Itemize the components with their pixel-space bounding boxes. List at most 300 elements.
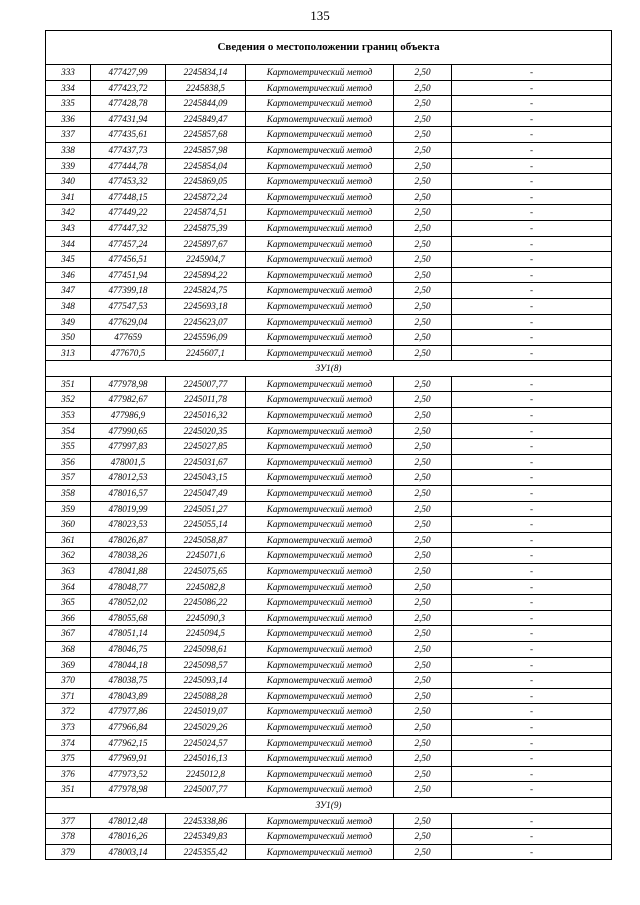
x-coordinate-cell: 477428,78 <box>91 96 166 112</box>
description-cell: - <box>452 704 612 720</box>
accuracy-cell: 2,50 <box>394 517 452 533</box>
x-coordinate-cell: 477451,94 <box>91 267 166 283</box>
description-cell: - <box>452 829 612 845</box>
accuracy-cell: 2,50 <box>394 220 452 236</box>
accuracy-cell: 2,50 <box>394 595 452 611</box>
x-coordinate-cell: 477969,91 <box>91 751 166 767</box>
x-coordinate-cell: 477399,18 <box>91 283 166 299</box>
method-cell: Картометрический метод <box>246 298 394 314</box>
accuracy-cell: 2,50 <box>394 205 452 221</box>
description-cell: - <box>452 454 612 470</box>
description-cell: - <box>452 564 612 580</box>
point-number-cell: 372 <box>46 704 91 720</box>
accuracy-cell: 2,50 <box>394 236 452 252</box>
method-cell: Картометрический метод <box>246 454 394 470</box>
accuracy-cell: 2,50 <box>394 813 452 829</box>
table-row <box>46 345 612 361</box>
accuracy-cell: 2,50 <box>394 844 452 860</box>
y-coordinate-cell: 2245693,18 <box>166 298 246 314</box>
x-coordinate-cell: 477449,22 <box>91 205 166 221</box>
table-row <box>46 532 612 548</box>
x-coordinate-cell: 478016,57 <box>91 486 166 502</box>
point-number-cell: 377 <box>46 813 91 829</box>
table-row <box>46 766 612 782</box>
x-coordinate-cell: 477444,78 <box>91 158 166 174</box>
method-cell: Картометрический метод <box>246 813 394 829</box>
y-coordinate-cell: 2245338,86 <box>166 813 246 829</box>
method-cell: Картометрический метод <box>246 782 394 798</box>
y-coordinate-cell: 2245020,35 <box>166 423 246 439</box>
table-row <box>46 158 612 174</box>
x-coordinate-cell: 478001,5 <box>91 454 166 470</box>
y-coordinate-cell: 2245844,09 <box>166 96 246 112</box>
x-coordinate-cell: 477629,04 <box>91 314 166 330</box>
description-cell: - <box>452 80 612 96</box>
point-number-cell: 357 <box>46 470 91 486</box>
description-cell: - <box>452 345 612 361</box>
description-cell: - <box>452 751 612 767</box>
x-coordinate-cell: 478016,26 <box>91 829 166 845</box>
method-cell: Картометрический метод <box>246 439 394 455</box>
method-cell: Картометрический метод <box>246 688 394 704</box>
x-coordinate-cell: 478012,48 <box>91 813 166 829</box>
description-cell: - <box>452 719 612 735</box>
y-coordinate-cell: 2245043,15 <box>166 470 246 486</box>
method-cell: Картометрический метод <box>246 532 394 548</box>
y-coordinate-cell: 2245849,47 <box>166 111 246 127</box>
accuracy-cell: 2,50 <box>394 548 452 564</box>
x-coordinate-cell: 477447,32 <box>91 220 166 236</box>
y-coordinate-cell: 2245857,98 <box>166 142 246 158</box>
point-number-cell: 364 <box>46 579 91 595</box>
method-cell: Картометрический метод <box>246 501 394 517</box>
point-number-cell: 365 <box>46 595 91 611</box>
point-number-cell: 352 <box>46 392 91 408</box>
table-row <box>46 205 612 221</box>
method-cell: Картометрический метод <box>246 470 394 486</box>
y-coordinate-cell: 2245031,67 <box>166 454 246 470</box>
description-cell: - <box>452 813 612 829</box>
accuracy-cell: 2,50 <box>394 127 452 143</box>
method-cell: Картометрический метод <box>246 751 394 767</box>
description-cell: - <box>452 501 612 517</box>
method-cell: Картометрический метод <box>246 610 394 626</box>
y-coordinate-cell: 2245090,3 <box>166 610 246 626</box>
x-coordinate-cell: 477453,32 <box>91 174 166 190</box>
accuracy-cell: 2,50 <box>394 657 452 673</box>
accuracy-cell: 2,50 <box>394 486 452 502</box>
point-number-cell: 356 <box>46 454 91 470</box>
x-coordinate-cell: 478012,53 <box>91 470 166 486</box>
accuracy-cell: 2,50 <box>394 735 452 751</box>
point-number-cell: 375 <box>46 751 91 767</box>
method-cell: Картометрический метод <box>246 314 394 330</box>
method-cell: Картометрический метод <box>246 673 394 689</box>
x-coordinate-cell: 478026,87 <box>91 532 166 548</box>
accuracy-cell: 2,50 <box>394 439 452 455</box>
method-cell: Картометрический метод <box>246 719 394 735</box>
y-coordinate-cell: 2245029,26 <box>166 719 246 735</box>
method-cell: Картометрический метод <box>246 657 394 673</box>
description-cell: - <box>452 111 612 127</box>
x-coordinate-cell: 478003,14 <box>91 844 166 860</box>
point-number-cell: 361 <box>46 532 91 548</box>
description-cell: - <box>452 174 612 190</box>
x-coordinate-cell: 478052,02 <box>91 595 166 611</box>
y-coordinate-cell: 2245075,65 <box>166 564 246 580</box>
table-title-row <box>46 31 612 65</box>
method-cell: Картометрический метод <box>246 283 394 299</box>
y-coordinate-cell: 2245011,78 <box>166 392 246 408</box>
table-row <box>46 111 612 127</box>
method-cell: Картометрический метод <box>246 766 394 782</box>
x-coordinate-cell: 478041,88 <box>91 564 166 580</box>
point-number-cell: 351 <box>46 782 91 798</box>
y-coordinate-cell: 2245897,67 <box>166 236 246 252</box>
x-coordinate-cell: 477978,98 <box>91 376 166 392</box>
method-cell: Картометрический метод <box>246 595 394 611</box>
description-cell: - <box>452 158 612 174</box>
table-row <box>46 501 612 517</box>
method-cell: Картометрический метод <box>246 252 394 268</box>
table-row <box>46 423 612 439</box>
accuracy-cell: 2,50 <box>394 298 452 314</box>
table-row <box>46 579 612 595</box>
description-cell: - <box>452 189 612 205</box>
x-coordinate-cell: 477973,52 <box>91 766 166 782</box>
x-coordinate-cell: 477448,15 <box>91 189 166 205</box>
point-number-cell: 335 <box>46 96 91 112</box>
y-coordinate-cell: 2245596,09 <box>166 330 246 346</box>
x-coordinate-cell: 477457,24 <box>91 236 166 252</box>
table-row <box>46 142 612 158</box>
point-number-cell: 333 <box>46 65 91 81</box>
x-coordinate-cell: 478038,26 <box>91 548 166 564</box>
table-row <box>46 813 612 829</box>
accuracy-cell: 2,50 <box>394 704 452 720</box>
accuracy-cell: 2,50 <box>394 96 452 112</box>
accuracy-cell: 2,50 <box>394 330 452 346</box>
description-cell: - <box>452 657 612 673</box>
table-row <box>46 657 612 673</box>
y-coordinate-cell: 2245857,68 <box>166 127 246 143</box>
description-cell: - <box>452 220 612 236</box>
accuracy-cell: 2,50 <box>394 189 452 205</box>
method-cell: Картометрический метод <box>246 548 394 564</box>
x-coordinate-cell: 477982,67 <box>91 392 166 408</box>
method-cell: Картометрический метод <box>246 345 394 361</box>
method-cell: Картометрический метод <box>246 579 394 595</box>
table-title: Сведения о местоположении границ объекта <box>46 31 612 65</box>
y-coordinate-cell: 2245016,13 <box>166 751 246 767</box>
x-coordinate-cell: 478051,14 <box>91 626 166 642</box>
description-cell: - <box>452 65 612 81</box>
description-cell: - <box>452 782 612 798</box>
x-coordinate-cell: 477962,15 <box>91 735 166 751</box>
description-cell: - <box>452 314 612 330</box>
y-coordinate-cell: 2245016,32 <box>166 408 246 424</box>
table-row <box>46 236 612 252</box>
table-row <box>46 189 612 205</box>
point-number-cell: 370 <box>46 673 91 689</box>
table-row <box>46 439 612 455</box>
method-cell: Картометрический метод <box>246 626 394 642</box>
method-cell: Картометрический метод <box>246 376 394 392</box>
x-coordinate-cell: 478038,75 <box>91 673 166 689</box>
description-cell: - <box>452 408 612 424</box>
point-number-cell: 362 <box>46 548 91 564</box>
table-row <box>46 844 612 860</box>
method-cell: Картометрический метод <box>246 236 394 252</box>
x-coordinate-cell: 477997,83 <box>91 439 166 455</box>
point-number-cell: 334 <box>46 80 91 96</box>
method-cell: Картометрический метод <box>246 486 394 502</box>
method-cell: Картометрический метод <box>246 392 394 408</box>
accuracy-cell: 2,50 <box>394 454 452 470</box>
method-cell: Картометрический метод <box>246 127 394 143</box>
description-cell: - <box>452 236 612 252</box>
description-cell: - <box>452 641 612 657</box>
y-coordinate-cell: 2245051,27 <box>166 501 246 517</box>
method-cell: Картометрический метод <box>246 158 394 174</box>
description-cell: - <box>452 96 612 112</box>
accuracy-cell: 2,50 <box>394 376 452 392</box>
x-coordinate-cell: 477427,99 <box>91 65 166 81</box>
table-row <box>46 454 612 470</box>
method-cell: Картометрический метод <box>246 174 394 190</box>
accuracy-cell: 2,50 <box>394 314 452 330</box>
table-row <box>46 688 612 704</box>
x-coordinate-cell: 477670,5 <box>91 345 166 361</box>
section-label: ЗУ1(9) <box>46 797 612 813</box>
table-row <box>46 252 612 268</box>
table-row <box>46 408 612 424</box>
point-number-cell: 342 <box>46 205 91 221</box>
x-coordinate-cell: 477990,65 <box>91 423 166 439</box>
method-cell: Картометрический метод <box>246 517 394 533</box>
accuracy-cell: 2,50 <box>394 673 452 689</box>
description-cell: - <box>452 376 612 392</box>
accuracy-cell: 2,50 <box>394 283 452 299</box>
point-number-cell: 350 <box>46 330 91 346</box>
accuracy-cell: 2,50 <box>394 751 452 767</box>
accuracy-cell: 2,50 <box>394 532 452 548</box>
method-cell: Картометрический метод <box>246 142 394 158</box>
y-coordinate-cell: 2245874,51 <box>166 205 246 221</box>
point-number-cell: 353 <box>46 408 91 424</box>
accuracy-cell: 2,50 <box>394 782 452 798</box>
accuracy-cell: 2,50 <box>394 470 452 486</box>
table-row <box>46 719 612 735</box>
description-cell: - <box>452 532 612 548</box>
point-number-cell: 351 <box>46 376 91 392</box>
accuracy-cell: 2,50 <box>394 641 452 657</box>
table-row <box>46 267 612 283</box>
y-coordinate-cell: 2245872,24 <box>166 189 246 205</box>
accuracy-cell: 2,50 <box>394 829 452 845</box>
y-coordinate-cell: 2245058,87 <box>166 532 246 548</box>
y-coordinate-cell: 2245055,14 <box>166 517 246 533</box>
table-row <box>46 641 612 657</box>
point-number-cell: 346 <box>46 267 91 283</box>
description-cell: - <box>452 423 612 439</box>
method-cell: Картометрический метод <box>246 423 394 439</box>
y-coordinate-cell: 2245088,28 <box>166 688 246 704</box>
x-coordinate-cell: 477547,53 <box>91 298 166 314</box>
method-cell: Картометрический метод <box>246 641 394 657</box>
section-header-row <box>46 361 612 377</box>
y-coordinate-cell: 2245904,7 <box>166 252 246 268</box>
y-coordinate-cell: 2245024,57 <box>166 735 246 751</box>
y-coordinate-cell: 2245012,8 <box>166 766 246 782</box>
point-number-cell: 341 <box>46 189 91 205</box>
description-cell: - <box>452 392 612 408</box>
table-row <box>46 595 612 611</box>
point-number-cell: 369 <box>46 657 91 673</box>
point-number-cell: 336 <box>46 111 91 127</box>
method-cell: Картометрический метод <box>246 564 394 580</box>
description-cell: - <box>452 517 612 533</box>
method-cell: Картометрический метод <box>246 80 394 96</box>
point-number-cell: 343 <box>46 220 91 236</box>
accuracy-cell: 2,50 <box>394 65 452 81</box>
boundary-coordinates-table <box>45 30 612 860</box>
x-coordinate-cell: 477978,98 <box>91 782 166 798</box>
method-cell: Картометрический метод <box>246 408 394 424</box>
y-coordinate-cell: 2245098,61 <box>166 641 246 657</box>
x-coordinate-cell: 477977,86 <box>91 704 166 720</box>
description-cell: - <box>452 548 612 564</box>
table-row <box>46 330 612 346</box>
table-row <box>46 314 612 330</box>
point-number-cell: 313 <box>46 345 91 361</box>
table-row <box>46 673 612 689</box>
description-cell: - <box>452 142 612 158</box>
x-coordinate-cell: 477659 <box>91 330 166 346</box>
description-cell: - <box>452 470 612 486</box>
description-cell: - <box>452 127 612 143</box>
accuracy-cell: 2,50 <box>394 719 452 735</box>
y-coordinate-cell: 2245355,42 <box>166 844 246 860</box>
description-cell: - <box>452 205 612 221</box>
table-row <box>46 610 612 626</box>
table-row <box>46 564 612 580</box>
y-coordinate-cell: 2245834,14 <box>166 65 246 81</box>
method-cell: Картометрический метод <box>246 205 394 221</box>
point-number-cell: 367 <box>46 626 91 642</box>
method-cell: Картометрический метод <box>246 330 394 346</box>
description-cell: - <box>452 252 612 268</box>
boundary-table-container <box>45 30 611 860</box>
accuracy-cell: 2,50 <box>394 766 452 782</box>
table-row <box>46 735 612 751</box>
y-coordinate-cell: 2245019,07 <box>166 704 246 720</box>
x-coordinate-cell: 478055,68 <box>91 610 166 626</box>
x-coordinate-cell: 477431,94 <box>91 111 166 127</box>
description-cell: - <box>452 595 612 611</box>
y-coordinate-cell: 2245607,1 <box>166 345 246 361</box>
accuracy-cell: 2,50 <box>394 142 452 158</box>
method-cell: Картометрический метод <box>246 844 394 860</box>
method-cell: Картометрический метод <box>246 829 394 845</box>
point-number-cell: 339 <box>46 158 91 174</box>
description-cell: - <box>452 283 612 299</box>
table-row <box>46 392 612 408</box>
x-coordinate-cell: 478046,75 <box>91 641 166 657</box>
y-coordinate-cell: 2245349,83 <box>166 829 246 845</box>
table-row <box>46 829 612 845</box>
table-row <box>46 376 612 392</box>
point-number-cell: 337 <box>46 127 91 143</box>
point-number-cell: 359 <box>46 501 91 517</box>
table-row <box>46 174 612 190</box>
accuracy-cell: 2,50 <box>394 345 452 361</box>
table-row <box>46 517 612 533</box>
y-coordinate-cell: 2245071,6 <box>166 548 246 564</box>
y-coordinate-cell: 2245875,39 <box>166 220 246 236</box>
description-cell: - <box>452 439 612 455</box>
table-row <box>46 298 612 314</box>
method-cell: Картометрический метод <box>246 111 394 127</box>
table-row <box>46 96 612 112</box>
accuracy-cell: 2,50 <box>394 688 452 704</box>
x-coordinate-cell: 478023,53 <box>91 517 166 533</box>
y-coordinate-cell: 2245098,57 <box>166 657 246 673</box>
section-header-row <box>46 797 612 813</box>
x-coordinate-cell: 477437,73 <box>91 142 166 158</box>
accuracy-cell: 2,50 <box>394 564 452 580</box>
accuracy-cell: 2,50 <box>394 610 452 626</box>
y-coordinate-cell: 2245086,22 <box>166 595 246 611</box>
x-coordinate-cell: 477423,72 <box>91 80 166 96</box>
x-coordinate-cell: 478048,77 <box>91 579 166 595</box>
point-number-cell: 355 <box>46 439 91 455</box>
y-coordinate-cell: 2245007,77 <box>166 376 246 392</box>
method-cell: Картометрический метод <box>246 220 394 236</box>
table-row <box>46 704 612 720</box>
table-row <box>46 470 612 486</box>
table-row <box>46 626 612 642</box>
point-number-cell: 368 <box>46 641 91 657</box>
description-cell: - <box>452 610 612 626</box>
point-number-cell: 347 <box>46 283 91 299</box>
point-number-cell: 338 <box>46 142 91 158</box>
accuracy-cell: 2,50 <box>394 267 452 283</box>
accuracy-cell: 2,50 <box>394 408 452 424</box>
method-cell: Картометрический метод <box>246 267 394 283</box>
description-cell: - <box>452 267 612 283</box>
method-cell: Картометрический метод <box>246 65 394 81</box>
table-row <box>46 486 612 502</box>
point-number-cell: 366 <box>46 610 91 626</box>
description-cell: - <box>452 688 612 704</box>
method-cell: Картометрический метод <box>246 189 394 205</box>
point-number-cell: 349 <box>46 314 91 330</box>
point-number-cell: 363 <box>46 564 91 580</box>
method-cell: Картометрический метод <box>246 704 394 720</box>
point-number-cell: 376 <box>46 766 91 782</box>
x-coordinate-cell: 477966,84 <box>91 719 166 735</box>
description-cell: - <box>452 579 612 595</box>
point-number-cell: 344 <box>46 236 91 252</box>
x-coordinate-cell: 478043,89 <box>91 688 166 704</box>
y-coordinate-cell: 2245007,77 <box>166 782 246 798</box>
description-cell: - <box>452 766 612 782</box>
accuracy-cell: 2,50 <box>394 579 452 595</box>
section-label: ЗУ1(8) <box>46 361 612 377</box>
point-number-cell: 360 <box>46 517 91 533</box>
point-number-cell: 371 <box>46 688 91 704</box>
